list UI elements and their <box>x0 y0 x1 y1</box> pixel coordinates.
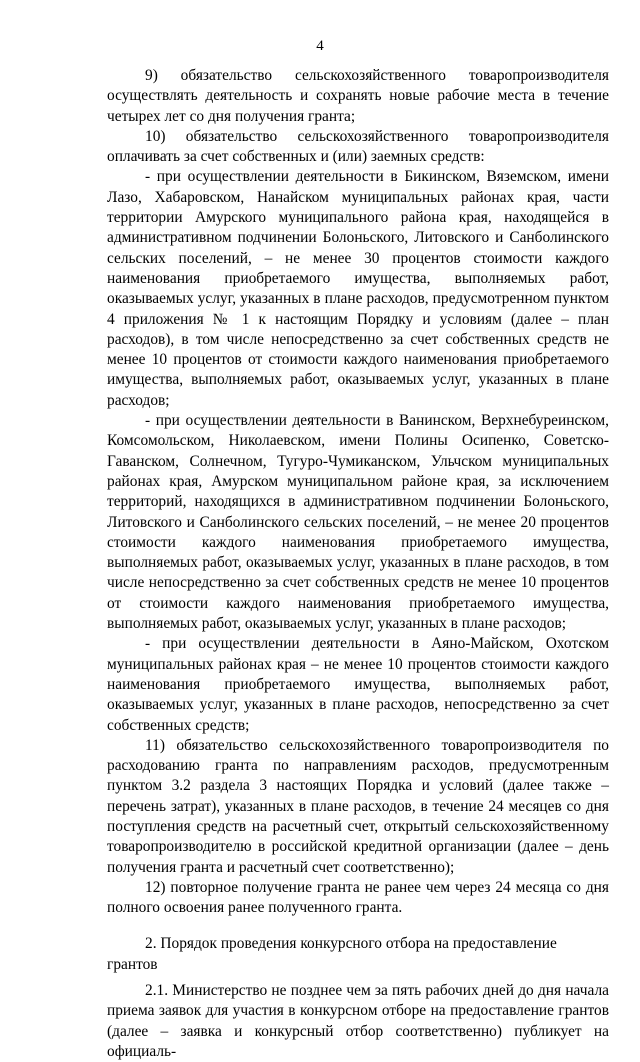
paragraph-item-9: 9) обязательство сельскохозяйственного товаропроизводителя осуществлять деятельность и сохранять новые рабочие места в течение четырех лет со дня получения гранта; <box>107 67 609 125</box>
section-heading: 2. Порядок проведения конкурсного отбора на предоставление грантов <box>107 935 557 973</box>
page-number: 4 <box>316 38 324 54</box>
document-body <box>107 66 609 1062</box>
paragraph-subitem-vanino: - при осуществлении деятельности в Ванинском, Верхнебуреинском, Комсомольском, Николаевском, имени Полины Осипенко, Советско-Гаванском, Солнечном, Тугуро-Чумиканском, Ульчском муниципальных районах края, Амурском муниципальном районе края, за исключением территорий, находящихся в административном подчинении Болоньского, Литовского и Санболинского сельских поселений, – не менее 20 процентов стоимости каждого наименования приобретаемого имущества, выполняемых работ, оказываемых услуг, указанных в плане расходов, в том числе непосредственно за счет собственных средств не менее 10 процентов от стоимости каждого наименования приобретаемого имущества, выполняемых работ, оказываемых услуг, указанных в плане расходов; <box>107 412 609 633</box>
paragraph-subitem-bikin: - при осуществлении деятельности в Бикинском, Вяземском, имени Лазо, Хабаровском, Нанайском муниципальных районах края, части территории Амурского муниципального района края, находящейся в административном подчинении Болоньского, Литовского и Санболинского сельских поселений, – не менее 30 процентов стоимости каждого наименования приобретаемого имущества, выполняемых работ, оказываемых услуг, указанных в плане расходов, предусмотренном пунктом 4 приложения № 1 к настоящим Порядку и условиям (далее – план расходов), в том числе непосредственно за счет собственных средств не менее 10 процентов от стоимости каждого наименования приобретаемого имущества, выполняемых работ, оказываемых услуг, указанных в плане расходов; <box>107 168 609 409</box>
paragraph-item-11: 11) обязательство сельскохозяйственного товаропроизводителя по расходованию гранта по направлениям расходов, предусмотренным пунктом 3.2 раздела 3 настоящих Порядка и условий (далее также – перечень затрат), указанных в плане расходов, в течение 24 месяцев со дня поступления средств на расчетный счет, открытый сельскохозяйственному товаропроизводителю в российской кредитной организации (далее – день получения гранта и расчетный счет соответственно); <box>107 736 609 876</box>
paragraph-2-1: 2.1. Министерство не позднее чем за пять рабочих дней до дня начала приема заявок для участия в конкурсном отборе на предоставление грантов (далее – заявка и конкурсный отбор соответственно) публикует на официаль- <box>107 982 609 1060</box>
paragraph-subitem-ayan: - при осуществлении деятельности в Аяно-Майском, Охотском муниципальных районах края – не менее 10 процентов стоимости каждого наименования приобретаемого имущества, выполняемых работ, оказываемых услуг, указанных в плане расходов, непосредственно за счет собственных средств; <box>107 635 609 734</box>
paragraph-item-12: 12) повторное получение гранта не ранее чем через 24 месяца со дня полного освоения ранее полученного гранта. <box>107 878 609 917</box>
paragraph-item-10: 10) обязательство сельскохозяйственного товаропроизводителя оплачивать за счет собственных и (или) заемных средств: <box>107 127 609 166</box>
